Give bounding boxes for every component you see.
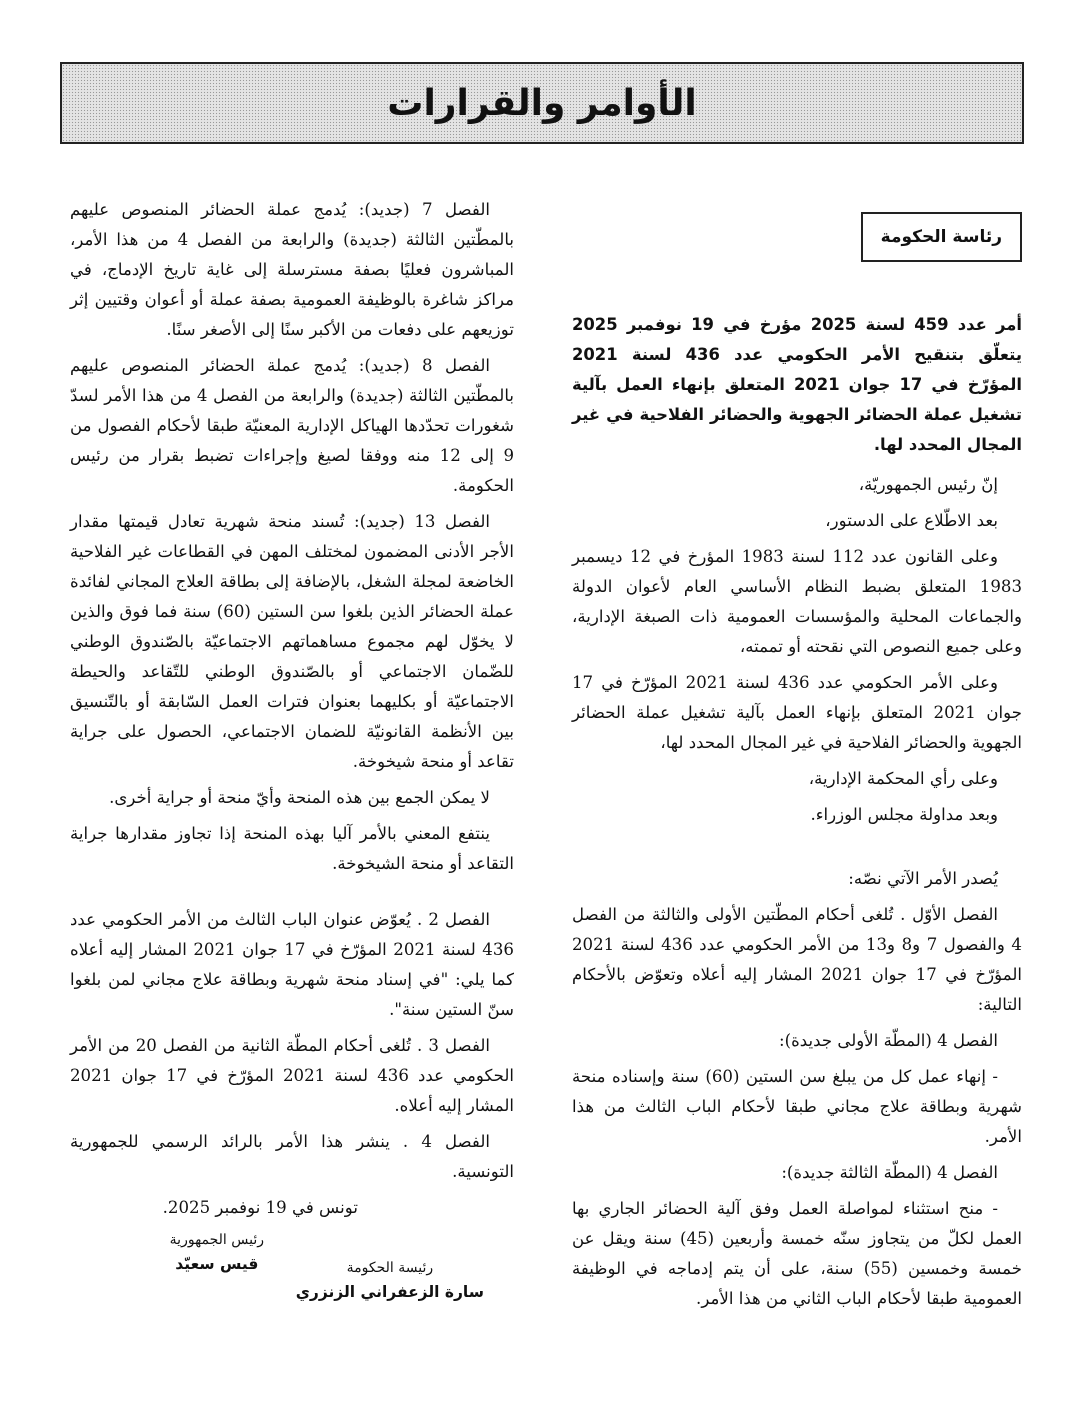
article-paragraph: الفصل 7 (جديد): يُدمج عملة الحضائر المنصوص عليهم بالمطّتين الثالثة (جديدة) والرابعة من الفصل 4 من هذا الأمر، المباشرون فعليًا بصفة مسترسلة إلى غاية تاريخ الإدماج، في مراكز شاغرة بالوظيفة العمومية بصفة عملة أو أعوان وقتيين إثر توزيعهم على دفعات من الأكبر سنًا إلى الأصغر سنًا. xyxy=(70,200,515,339)
article-paragraph: الفصل الأوّل . تُلغى أحكام المطّتين الأولى والثالثة من الفصل 4 والفصول 7 و8 و13 من الأمر الحكومي عدد 436 لسنة 2021 المؤرّخ في 17 جوان 2021 المشار إليه أعلاه وتعوّض بالأحكام التالية: xyxy=(572,905,1022,1014)
signature-block xyxy=(70,1229,514,1369)
preamble-line: وعلى الأمر الحكومي عدد 436 لسنة 2021 المؤرّخ في 17 جوان 2021 المتعلق بإنهاء العمل بآلية تشغيل عملة الحضائر الجهوية والحضائر الفلاحية في غير المجال المحدد لها، xyxy=(572,673,1022,752)
article-paragraph: - إنهاء عمل كل من يبلغ سن الستين (60) سنة وإسناده منحة شهرية وبطاقة علاج مجاني طبقا لأحكام الباب الثالث من هذا الأمر. xyxy=(572,1067,1022,1146)
preamble-line: وعلى القانون عدد 112 لسنة 1983 المؤرخ في 12 ديسمبر 1983 المتعلق بضبط النظام الأساسي العام لأعوان الدولة والجماعات المحلية والمؤسسات العمومية ذات الصبغة الإدارية، وعلى جميع النصوص التي نقحته أو تممته، xyxy=(572,547,1022,656)
article-paragraph: الفصل 2 . يُعوّض عنوان الباب الثالث من الأمر الحكومي عدد 436 لسنة 2021 المؤرّخ في 17 جوان 2021 المشار إليه أعلاه كما يلي: "في إسناد منحة شهرية وبطاقة علاج مجاني لمن بلغوا سنّ الستين سنة". xyxy=(70,910,514,1019)
article-paragraph: الفصل 4 . ينشر هذا الأمر بالرائد الرسمي للجمهورية التونسية. xyxy=(70,1132,514,1181)
decree-title: أمر عدد 459 لسنة 2025 مؤرخ في 19 نوفمبر 2025 يتعلّق بتنقيح الأمر الحكومي عدد 436 لسنة 2021 المؤرّخ في 17 جوان 2021 المتعلق بإنهاء العمل بآلية تشغيل عملة الحضائر الجهوية والحضائر الفلاحية في غير المجال المحدد لها. xyxy=(572,315,1023,454)
right-column xyxy=(572,200,1022,1320)
page-title: الأوامر والقرارات xyxy=(387,82,697,124)
signature-name: سارة الزعفراني الزنزري xyxy=(295,1283,484,1301)
article-paragraph: ينتفع المعني بالأمر آليا بهذه المنحة إذا تجاوز مقدارها جراية التقاعد أو منحة الشيخوخة. xyxy=(70,824,514,873)
article-paragraph: الفصل 13 (جديد): تُسند منحة شهرية تعادل قيمتها مقدار الأجر الأدنى المضمون لمختلف المهن في القطاعات غير الفلاحية الخاضعة لمجلة الشغل، بالإضافة إلى بطاقة العلاج المجاني لفائدة عملة الحضائر الذين بلغوا سن الستين (60) سنة فما فوق والذين لا يخوّل لهم مجموع مساهماتهم الاجتماعيّة بالصّندوق الوطني للضّمان الاجتماعي أو بالصّندوق الوطني للتّقاعد والحيطة الاجتماعيّة أو بكليهما بعنوان فترات العمل السّابقة أو بالتّنسيق بين الأنظمة القانونيّة للضمان الاجتماعي، الحصول على جراية تقاعد أو منحة شيخوخة. xyxy=(70,512,514,771)
signature-role: رئيس الجمهورية xyxy=(169,1232,264,1248)
preamble-line: وعلى رأي المحكمة الإدارية، xyxy=(808,769,998,788)
article-paragraph: لا يمكن الجمع بين هذه المنحة وأيّ منحة أو جراية أخرى. xyxy=(109,788,490,807)
article-paragraph: الفصل 8 (جديد): يُدمج عملة الحضائر المنصوص عليهم بالمطّتين الثالثة (جديدة) والرابعة من الفصل 4 من هذا الأمر لسدّ شغورات تحدّدها الهياكل الإدارية المعنيّة طبقا لأحكام الفصول من 9 إلى 12 منه ووفقا لصيغ وإجراءات تضبط بقرار من رئيس الحكومة. xyxy=(70,356,514,495)
section-label: رئاسة الحكومة xyxy=(861,212,1022,262)
article-heading: الفصل 4 (المطّة الثالثة جديدة): xyxy=(781,1163,998,1182)
section-banner xyxy=(60,62,1024,144)
head-of-government-signature xyxy=(296,1257,484,1305)
president-signature xyxy=(170,1229,264,1277)
preamble-line: وبعد مداولة مجلس الوزراء. xyxy=(810,805,998,824)
article-paragraph: - منح استثناء لمواصلة العمل وفق آلية الحضائر الجاري بها العمل لكلّ من يتجاوز سنّه خمسة وأربعين (45) سنة ويقل عن خمسة وخمسين (55) سنة، على أن يتم إدماجه في الوظيفة العمومية طبقا لأحكام الباب الثاني من هذا الأمر. xyxy=(572,1199,1023,1308)
decree-date: تونس في 19 نوفمبر 2025. xyxy=(162,1198,358,1217)
preamble-line: بعد الاطّلاع على الدستور، xyxy=(825,511,998,530)
signature-role: رئيسة الحكومة xyxy=(346,1260,434,1276)
signature-name: قيس سعيّد xyxy=(175,1255,259,1273)
preamble-line: إنّ رئيس الجمهوريّة، xyxy=(858,475,998,494)
article-paragraph: الفصل 3 . تُلغى أحكام المطّة الثانية من الفصل 20 من الأمر الحكومي عدد 436 لسنة 2021 المؤرّخ في 17 جوان 2021 المشار إليه أعلاه. xyxy=(70,1036,514,1115)
left-column xyxy=(70,195,514,1369)
issues-line: يُصدر الأمر الآتي نصّه: xyxy=(848,869,998,888)
article-heading: الفصل 4 (المطّة الأولى جديدة): xyxy=(779,1031,998,1050)
